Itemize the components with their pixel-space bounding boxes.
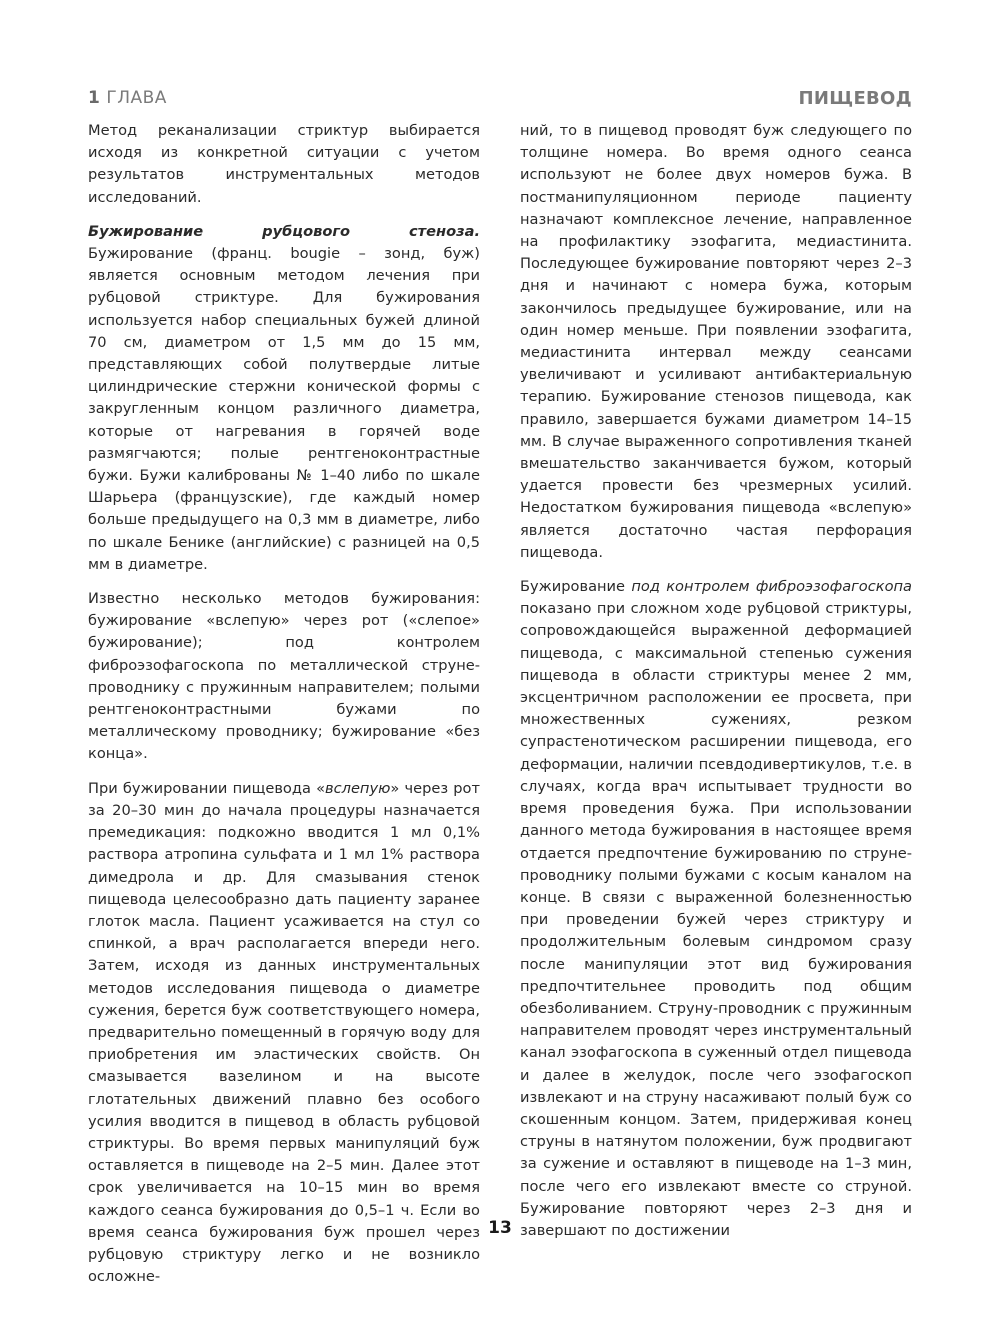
paragraph-continuation: ний, то в пищевод проводят буж следующего по толщине номера. Во время одного сеанса используют не более двух номеров бужа. В постманипуляционном периоде пациенту назначают комплексное лечение, направленное на профилактику эзофагита, медиастинита. Последующее бужирование повторяют через 2–3 дня и начинают с номера бужа, которым закончилось предыдущее бужирование, или на один номер меньше. При появлении эзофагита, медиастинита интервал между сеансами увеличивают и усиливают антибактериальную терапию. Бужирование стенозов пищевода, как правило, завершается бужами диаметром 14–15 мм. В случае выраженного сопротивления тканей вмешательство заканчивается бужом, который удается провести без чрезмерных усилий. Недостатком бужирования пищевода «вслепую» является достаточно частая перфорация пищевода. <box>520 122 912 561</box>
running-header-chapter <box>88 88 167 108</box>
paragraph-text: Бужирование <box>520 578 632 596</box>
paragraph-blind-bougienage <box>88 778 480 1289</box>
running-header-section: ПИЩЕВОД <box>798 88 912 109</box>
paragraph-text: При бужировании пищевода « <box>88 779 325 797</box>
right-column <box>520 120 912 1254</box>
page-number: 13 <box>488 1218 512 1238</box>
chapter-number: 1 <box>88 88 101 108</box>
chapter-label: ГЛАВА <box>106 88 167 108</box>
paragraph-intro: Метод реканализации стриктур выбирается исходя из конкретной ситуации с учетом результатов инструментальных методов исследований. <box>88 122 480 206</box>
paragraph-bougienage <box>88 221 480 576</box>
emphasis-endoscope: под контролем фиброэзофагоскопа <box>631 578 912 596</box>
paragraph-endoscopic-bougienage <box>520 576 912 1242</box>
emphasis-blind: вслепую <box>325 779 391 797</box>
paragraph-text: Бужирование (франц. bougie – зонд, буж) является основным методом лечения при рубцовой стриктуре. Для бужирования используется набор специальных бужей длиной 70 см, диаметром от 1,5 мм до 15 мм, представляющих собой полутвердые литые цилиндрические стержни конической формы с закругленным концом различного диаметра, которые от нагревания в горячей воде размягчаются; полые рентгеноконтрастные бужи. Бужи калиброваны № 1–40 либо по шкале Шарьера (французские), где каждый номер больше предыдущего на 0,3 мм в диаметре, либо по шкале Бенике (английские) с разницей на 0,5 мм в диаметре. <box>88 245 480 573</box>
left-column <box>88 120 480 1300</box>
paragraph-text: показано при сложном ходе рубцовой стриктуры, сопровождающейся выраженной деформацией пищевода, с максимальной степенью сужения пищевода в области стриктуры менее 2 мм, эксцентричном расположении ее просвета, при множественных сужениях, резком супрастенотическом расширении пищевода, его деформации, наличии псевдодивертикулов, т.е. в случаях, когда врач испытывает трудности во время проведения бужа. При использовании данного метода бужирования в настоящее время отдается предпочтение бужированию по струне-проводнику полыми бужами с косым каналом на конце. В связи с выраженной болезненностью при проведении бужей через стриктуру и продолжительным болевым синдромом сразу после манипуляции этот вид бужирования предпочтительнее проводить под общим обезболиванием. Струну-проводник с пружинным направителем проводят через инструментальный канал эзофагоскопа в суженный отдел пищевода и далее в желудок, после чего эзофагоскоп извлекают и на струну насаживают полый буж со скошенным концом. Затем, придерживая конец струны в натянутом положении, буж продвигают за сужение и оставляют в пищеводе на 1–3 мин, после чего его извлекают вместе со струной. Бужирование повторяют через 2–3 дня и завершают по достижении <box>520 600 912 1239</box>
subheading-bougienage: Бужирование рубцового стеноза. <box>88 222 480 240</box>
paragraph-methods: Известно несколько методов бужирования: бужирование «вслепую» через рот («слепое» бужирование); под контролем фиброэзофагоскопа по металлической струне-проводнику с пружинным направителем; полыми рентгеноконтрастными бужами по металлическому проводнику; бужирование «без конца». <box>88 590 480 763</box>
paragraph-text: » через рот за 20–30 мин до начала процедуры назначается премедикация: подкожно вводится 1 мл 0,1% раствора атропина сульфата и 1 мл 1% раствора димедрола и др. Для смазывания стенок пищевода целесообразно дать пациенту заранее глоток масла. Пациент усаживается на стул со спинкой, а врач располагается впереди него. Затем, исходя из данных инструментальных методов исследования пищевода о диаметре сужения, берется буж соответствующего номера, предварительно помещенный в горячую воду для приобретения им эластических свойств. Он смазывается вазелином и на высоте глотательных движений плавно без особого усилия вводится в пищевод в область рубцовой стриктуры. Во время первых манипуляций буж оставляется в пищеводе на 2–5 мин. Далее этот срок увеличивается на 10–15 мин во время каждого сеанса бужирования до 0,5–1 ч. Если во время сеанса бужирования буж прошел через рубцовую стриктуру легко и не возникло осложне- <box>88 779 480 1286</box>
